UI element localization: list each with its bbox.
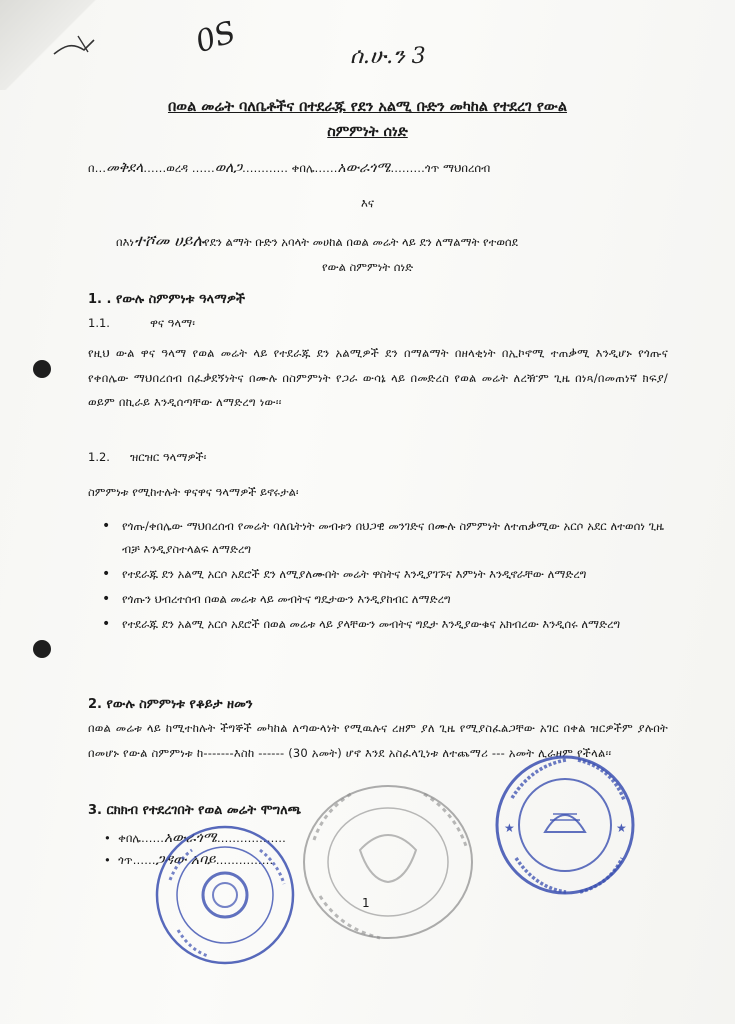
kebele-label: ቀበሌ — [291, 161, 315, 175]
document-title-line1: በወል መሬት ባለቤቶችና በተደራጁ የደን አልሚ ቡድን መካከል የተደረገ የውል — [167, 99, 568, 115]
svg-text:★: ★ — [504, 821, 515, 835]
center-official-seal — [300, 780, 480, 945]
left-kebele-seal — [150, 820, 300, 970]
right-woreda-seal — [490, 750, 640, 900]
document-title-line2: ስምምነት ሰነድ — [327, 124, 408, 140]
group-suffix: የደን ልማት ቡድን አባላት መሀከል በወል መሬት ላይ ደን ለማልማት የተወሰደ — [203, 235, 518, 249]
page-number: 1 — [362, 896, 370, 910]
woreda-value: ወለጋ — [214, 160, 242, 176]
punch-hole — [33, 640, 51, 658]
sub1-number: 1.1. — [88, 316, 110, 330]
svg-text:★: ★ — [616, 821, 627, 835]
list-item: • የተደራጁ ደን አልሚ አርሶ አደሮች ደን ለሚያለሙበት መሬት ዋስትና እንዲያገኙና እምነት እንዲኖራቸው ለማድረግ — [104, 563, 664, 586]
group-line — [116, 231, 518, 251]
group-leader-value: ተሾመ ሀይሉ — [133, 231, 204, 250]
woreda-label: ወረዳ — [166, 161, 189, 175]
list-item: • የጎጡን ህብረተሰብ በወል መሬቱ ላይ መብትና ግዴታውን እንዲያከብር ለማድረግ — [104, 588, 664, 611]
group-prefix: በእነ — [116, 235, 134, 249]
region-value: መቅደላ — [106, 160, 144, 176]
location-kebele-row: • ቀበሌ……አውራጎሜ……………… — [104, 830, 286, 846]
section3-heading: 3. ርክክብ የተደረገበት የወል መሬት ሞግለጫ — [88, 803, 302, 818]
prefix-text: በ — [88, 161, 95, 175]
got-label: ጎጥ — [118, 853, 133, 867]
pen-scribble-mark — [50, 28, 110, 62]
sub1-title: ዋና ዓላማ፡ — [150, 316, 195, 330]
section1-heading: 1. . የውሉ ስምምነቱ ዓላማዎች — [88, 292, 246, 307]
sub2-title: ዝርዝር ዓላማዎች፡ — [130, 450, 207, 464]
handwritten-note: 0S — [191, 14, 241, 61]
punch-hole — [33, 360, 51, 378]
section2-paragraph: በወል መሬቱ ላይ ከሚተከሉት ችግኞች መካከል ለጣውላነት የሚዉሉና ረዘም ያለ ጊዜ የሚያስፈልጋቸው አገር በቀል ዝርዎችም ያሉበት በመሆኑ የውል ስምምነቱ ከ-------እስከ ------ (30 አመት) ሆኖ እንደ አስፈላጊነቱ ለተጨማሪ --- አመት ሊራዘም የችላል፡፡ — [88, 721, 668, 760]
location-got-row: • ጎጥ……ጋዳው አባይ…………… — [104, 852, 274, 868]
objectives-intro: ስምምነቱ የሚከተሉት ዋናዋና ዓላማዎች ይኖሩታል፡ — [88, 485, 299, 499]
section2-heading: 2. የውሉ ስምምነቱ የቆይታ ዘመን — [88, 697, 253, 712]
handwritten-page-note: ሰ.ሁ.ን 3 — [350, 44, 426, 69]
kebele-value: አውራጎሜ — [337, 160, 391, 176]
kebele-label: ቀበሌ — [118, 831, 141, 845]
objectives-list — [104, 515, 664, 638]
got-value: ጋዳው አባይ — [155, 852, 216, 868]
and-word: እና — [361, 196, 374, 210]
group-line2: የውል ስምምነት ሰነድ — [321, 260, 414, 274]
list-item: • የጎጡ/ቀበሌው ማህበረሰብ የመሬት ባለቤትነት መብቱን በህጋዊ መንገድና በሙሉ ስምምነት ለተጠቃሚው አርሶ አደር ለተወሰነ ጊዜ ብቻ እንዲያስተላልፍ ለማድረግ — [104, 515, 664, 561]
sub1-paragraph: የዚህ ውል ዋና ዓላማ የወል መሬት ላይ የተደራጁ ደን አልሚዎች ደን በማልማት በዘላቂነት በኢኮኖሚ ተጠቃሚ እንዲሆኑ የጎጡና የቀበሌው ማህበረሰብ በፈቃደኝነትና በሙሉ በስምምነት የጋራ ውሳኔ ላይ በመድረስ የወል መሬት ለረዥም ጊዜ በነጻ/በመጠነኛ ክፍያ/ ወይም በኪራይ እንዲሰጣቸው ለማድረግ ነው፡፡ — [88, 346, 668, 409]
sub2-number: 1.2. — [88, 450, 110, 464]
list-item: • የተደራጁ ደን አልሚ አርሶ አደሮች በወል መሬቱ ላይ ያላቸውን መብትና ግዴታ እንዲያውቁና አክብረው እንዲሰሩ ለማድረግ — [104, 613, 664, 636]
kebele-value: አውራጎሜ — [163, 830, 217, 846]
parties-suffix: ጎጥ ማህበረሰብ — [424, 161, 491, 175]
parties-line: በ…መቅደላ……ወረዳ ……ወለጋ………… ቀበሌ……አውራጎሜ………ጎጥ ማህበረሰብ — [88, 160, 491, 176]
